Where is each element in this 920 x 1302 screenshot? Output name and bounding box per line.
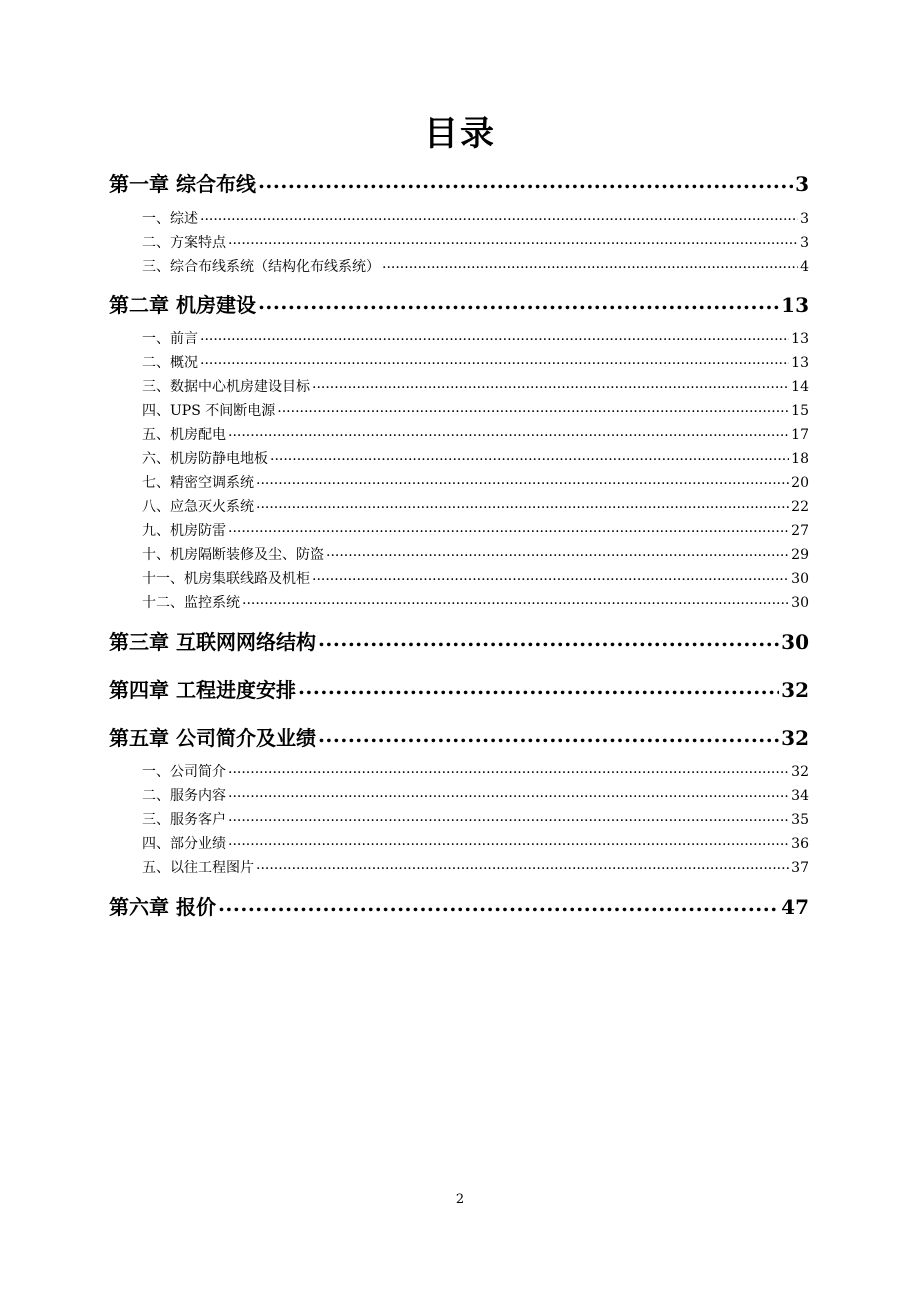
toc-entry-page: 36 bbox=[791, 836, 809, 852]
toc-dot-leader bbox=[200, 329, 789, 343]
toc-entry-label: 一、综述 bbox=[142, 211, 198, 227]
toc-entry-label: 第三章 互联网网络结构 bbox=[109, 630, 316, 654]
toc-dot-leader bbox=[228, 425, 789, 439]
toc-entry-page: 3 bbox=[800, 235, 809, 251]
toc-dot-leader bbox=[218, 894, 779, 914]
toc-entry-label: 五、以往工程图片 bbox=[142, 860, 254, 876]
toc-dot-leader bbox=[200, 353, 789, 367]
toc-entry-label: 第六章 报价 bbox=[109, 895, 216, 919]
toc-entry-page: 13 bbox=[781, 293, 809, 317]
toc-dot-leader bbox=[228, 521, 789, 535]
toc-entry-label: 四、部分业绩 bbox=[142, 836, 226, 852]
page-number: 2 bbox=[455, 1192, 465, 1207]
toc-entry-page: 3 bbox=[795, 172, 809, 196]
toc-chapter-6[interactable] bbox=[109, 893, 809, 921]
toc-section[interactable] bbox=[142, 834, 809, 854]
toc-section[interactable] bbox=[142, 425, 809, 445]
toc-entry-label: 第一章 综合布线 bbox=[109, 172, 256, 196]
toc-entry-page: 30 bbox=[781, 630, 809, 654]
toc-section[interactable] bbox=[142, 449, 809, 469]
toc-entry-page: 22 bbox=[791, 499, 809, 515]
toc-dot-leader bbox=[318, 629, 779, 649]
toc-entry-label: 三、服务客户 bbox=[142, 812, 226, 828]
toc-entry-page: 29 bbox=[791, 547, 809, 563]
toc-section[interactable] bbox=[142, 810, 809, 830]
toc-section[interactable] bbox=[142, 545, 809, 565]
toc-entry-page: 30 bbox=[791, 595, 809, 611]
toc-entry-page: 27 bbox=[791, 523, 809, 539]
toc-section[interactable] bbox=[142, 786, 809, 806]
toc-section[interactable] bbox=[142, 858, 809, 878]
toc-section[interactable] bbox=[142, 377, 809, 397]
toc-entry-page: 17 bbox=[791, 427, 809, 443]
toc-dot-leader bbox=[256, 473, 789, 487]
toc-entry-label: 十二、监控系统 bbox=[142, 595, 240, 611]
toc-dot-leader bbox=[256, 497, 789, 511]
toc-entry-page: 15 bbox=[791, 403, 809, 419]
toc-entry-page: 34 bbox=[791, 788, 809, 804]
toc-entry-label: 第四章 工程进度安排 bbox=[109, 678, 296, 702]
toc-chapter-5[interactable] bbox=[109, 724, 809, 752]
toc-entry-label: 五、机房配电 bbox=[142, 427, 226, 443]
toc-dot-leader bbox=[228, 786, 789, 800]
toc-entry-label: 二、方案特点 bbox=[142, 235, 226, 251]
toc-entry-page: 35 bbox=[791, 812, 809, 828]
toc-section[interactable] bbox=[142, 521, 809, 541]
toc-dot-leader bbox=[228, 762, 789, 776]
toc-chapter-4[interactable] bbox=[109, 676, 809, 704]
toc-chapter-3[interactable] bbox=[109, 628, 809, 656]
toc-entry-page: 37 bbox=[791, 860, 809, 876]
toc-entry-label: 七、精密空调系统 bbox=[142, 475, 254, 491]
toc-dot-leader bbox=[312, 569, 789, 583]
toc-section[interactable] bbox=[142, 473, 809, 493]
toc-chapter-1[interactable] bbox=[109, 170, 809, 198]
toc-dot-leader bbox=[298, 677, 779, 697]
toc-entry-page: 14 bbox=[791, 379, 809, 395]
toc-dot-leader bbox=[200, 209, 798, 223]
toc-entry-label: 二、服务内容 bbox=[142, 788, 226, 804]
toc-dot-leader bbox=[242, 593, 789, 607]
toc-dot-leader bbox=[258, 171, 793, 191]
page-title: 目录 bbox=[424, 114, 496, 154]
toc-entry-page: 30 bbox=[791, 571, 809, 587]
toc-entry-label: 二、概况 bbox=[142, 355, 198, 371]
toc-entry-label: 第二章 机房建设 bbox=[109, 293, 256, 317]
toc-entry-label: 十一、机房集联线路及机柜 bbox=[142, 571, 310, 587]
toc-dot-leader bbox=[258, 292, 779, 312]
toc-dot-leader bbox=[270, 449, 789, 463]
toc-entry-label: 八、应急灭火系统 bbox=[142, 499, 254, 515]
toc-entry-label: 六、机房防静电地板 bbox=[142, 451, 268, 467]
toc-entry-label: 九、机房防雷 bbox=[142, 523, 226, 539]
toc-entry-page: 4 bbox=[800, 259, 809, 275]
toc-entry-label: 一、公司简介 bbox=[142, 764, 226, 780]
toc-dot-leader bbox=[228, 834, 789, 848]
toc-entry-page: 32 bbox=[791, 764, 809, 780]
toc-dot-leader bbox=[318, 725, 779, 745]
toc-dot-leader bbox=[277, 401, 789, 415]
toc-entry-page: 3 bbox=[800, 211, 809, 227]
toc-section[interactable] bbox=[142, 257, 809, 277]
toc-entry-page: 13 bbox=[791, 331, 809, 347]
toc-entry-label: 三、综合布线系统（结构化布线系统） bbox=[142, 259, 380, 275]
toc-entry-label: 三、数据中心机房建设目标 bbox=[142, 379, 310, 395]
toc-dot-leader bbox=[256, 858, 789, 872]
toc-entry-page: 47 bbox=[781, 895, 809, 919]
toc-entry-label: 四、UPS 不间断电源 bbox=[142, 403, 276, 419]
toc-section[interactable] bbox=[142, 762, 809, 782]
toc-section[interactable] bbox=[142, 401, 809, 421]
toc-section[interactable] bbox=[142, 233, 809, 253]
toc-dot-leader bbox=[382, 257, 798, 271]
toc-dot-leader bbox=[228, 233, 798, 247]
toc-entry-page: 13 bbox=[791, 355, 809, 371]
toc-dot-leader bbox=[312, 377, 789, 391]
toc-entry-label: 一、前言 bbox=[142, 331, 198, 347]
toc-section[interactable] bbox=[142, 209, 809, 229]
toc-dot-leader bbox=[326, 545, 789, 559]
toc-entry-page: 20 bbox=[791, 475, 809, 491]
toc-dot-leader bbox=[228, 810, 789, 824]
toc-entry-page: 32 bbox=[781, 726, 809, 750]
toc-entry-label: 十、机房隔断装修及尘、防盗 bbox=[142, 547, 324, 563]
toc-section[interactable] bbox=[142, 569, 809, 589]
toc-section[interactable] bbox=[142, 593, 809, 613]
toc-entry-page: 18 bbox=[791, 451, 809, 467]
toc-section[interactable] bbox=[142, 353, 809, 373]
toc-entry-label: 第五章 公司简介及业绩 bbox=[109, 726, 316, 750]
toc-chapter-2[interactable] bbox=[109, 291, 809, 319]
toc-section[interactable] bbox=[142, 329, 809, 349]
toc-section[interactable] bbox=[142, 497, 809, 517]
toc-entry-page: 32 bbox=[781, 678, 809, 702]
